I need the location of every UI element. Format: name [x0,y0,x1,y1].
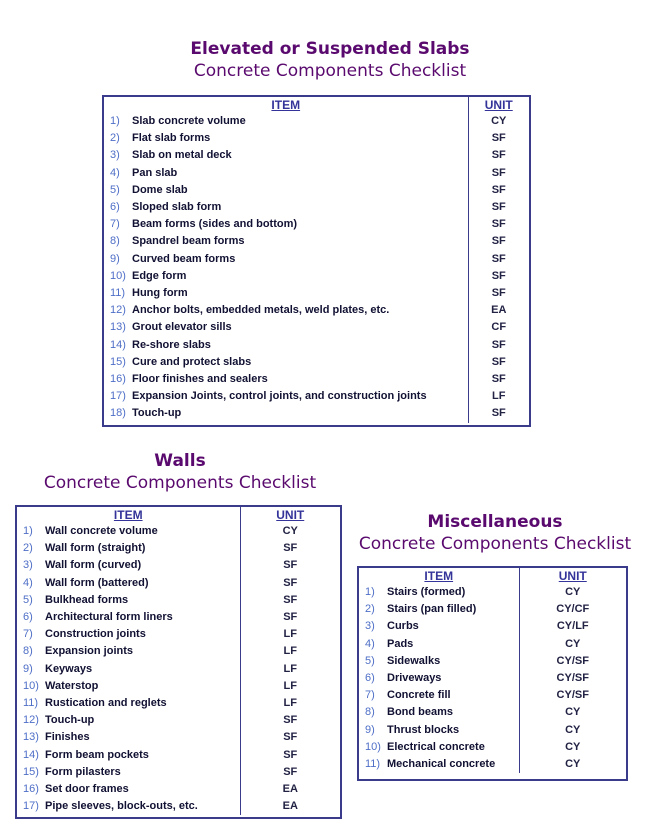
row-number: 5) [110,183,120,196]
row-item: Concrete fill [387,689,451,702]
row-item: Expansion Joints, control joints, and construction joints [132,390,427,403]
row-item: Bond beams [387,706,454,719]
table-row [17,729,340,746]
row-number: 16) [23,783,39,796]
misc-col-unit: UNIT [519,568,626,584]
table-row [359,756,626,773]
table-row [17,557,340,574]
walls-title: Walls [154,451,206,471]
row-number: 14) [23,748,39,761]
row-unit: SF [240,557,340,574]
table-row [359,584,626,601]
row-item: Rustication and reglets [45,697,167,710]
table-row [104,251,529,268]
row-item: Curved beam forms [132,252,236,265]
row-unit: CY/SF [519,653,626,670]
table-row [104,233,529,250]
row-item: Keyways [45,662,93,675]
table-row [104,285,529,302]
row-unit: LF [240,643,340,660]
row-item: Construction joints [45,628,146,641]
row-unit: LF [240,661,340,678]
row-unit: CY [468,113,529,130]
row-unit: SF [468,233,529,250]
row-unit: SF [240,592,340,609]
table-row [104,302,529,319]
row-number: 3) [110,149,120,162]
row-item: Stairs (formed) [387,586,466,598]
row-number: 8) [365,706,375,719]
row-item: Finishes [45,731,90,744]
table-row [17,661,340,678]
slabs-subtitle: Concrete Components Checklist [193,61,467,81]
row-number: 5) [365,654,375,667]
walls-table [17,507,340,815]
row-unit: CY/SF [519,670,626,687]
row-item: Touch-up [132,407,182,420]
row-number: 7) [365,689,375,702]
row-item: Hung form [132,287,188,300]
row-number: 12) [110,304,126,317]
slabs-col-unit: UNIT [468,97,529,113]
row-number: 10) [23,679,39,692]
table-row [104,130,529,147]
row-number: 7) [110,218,120,231]
row-item: Curbs [387,620,419,633]
row-number: 8) [110,235,120,248]
row-number: 17) [23,800,39,813]
row-unit: CY/SF [519,687,626,704]
row-item: Grout elevator sills [132,321,232,334]
row-item: Wall form (straight) [45,542,146,555]
table-row [17,764,340,781]
row-unit: CY [519,739,626,756]
row-item: Wall form (curved) [45,559,142,572]
table-row [359,601,626,618]
row-number: 15) [110,355,126,368]
row-number: 11) [365,758,381,771]
table-row [359,722,626,739]
row-unit: SF [468,199,529,216]
row-item: Pads [387,637,414,650]
row-number: 1) [23,525,33,537]
row-item: Architectural form liners [45,611,173,624]
row-item: Expansion joints [45,645,134,658]
table-row [17,747,340,764]
row-item: Mechanical concrete [387,758,496,771]
row-item: Spandrel beam forms [132,235,245,248]
row-number: 6) [23,611,33,624]
walls-col-unit: UNIT [240,507,340,523]
walls-table-box [15,505,342,819]
row-number: 9) [365,723,375,736]
row-unit: CY [519,704,626,721]
table-row [17,523,340,540]
row-unit: SF [468,165,529,182]
row-unit: SF [468,251,529,268]
row-unit: EA [240,781,340,798]
misc-rows [359,584,626,773]
table-row [104,147,529,164]
row-item: Sloped slab form [132,201,222,214]
slabs-rows [104,113,529,423]
row-unit: LF [240,678,340,695]
row-item: Floor finishes and sealers [132,373,268,386]
row-number: 16) [110,373,126,386]
walls-heading [20,450,340,494]
table-row [17,678,340,695]
row-unit: SF [468,268,529,285]
row-number: 7) [23,628,33,641]
row-unit: CF [468,319,529,336]
table-row [104,354,529,371]
row-number: 17) [110,390,126,403]
table-row [17,643,340,660]
row-number: 15) [23,765,39,778]
walls-col-item: ITEM [113,508,143,522]
walls-rows [17,523,340,815]
row-item: Pipe sleeves, block-outs, etc. [45,800,198,813]
row-item: Dome slab [132,183,188,196]
table-row [17,609,340,626]
table-row [104,371,529,388]
row-item: Slab concrete volume [132,115,246,127]
table-row [359,618,626,635]
row-number: 2) [110,132,120,145]
row-unit: SF [240,540,340,557]
misc-header-row [359,568,626,584]
row-number: 2) [365,603,375,616]
row-number: 9) [23,662,33,675]
table-row [104,113,529,130]
table-row [104,199,529,216]
table-row [17,695,340,712]
row-item: Form pilasters [45,765,121,778]
row-unit: SF [468,130,529,147]
row-unit: EA [240,798,340,815]
row-unit: EA [468,302,529,319]
row-unit: SF [468,182,529,199]
table-row [359,636,626,653]
row-number: 4) [365,637,375,650]
row-unit: SF [240,747,340,764]
row-item: Anchor bolts, embedded metals, weld plates, etc. [132,304,390,317]
row-number: 10) [110,269,126,282]
walls-subtitle: Concrete Components Checklist [43,473,317,493]
row-number: 18) [110,407,126,420]
row-unit: SF [468,285,529,302]
row-unit: SF [468,354,529,371]
slabs-title: Elevated or Suspended Slabs [190,39,470,59]
row-unit: CY/CF [519,601,626,618]
row-number: 3) [365,620,375,633]
row-number: 9) [110,252,120,265]
table-row [17,575,340,592]
row-number: 11) [110,287,126,300]
row-number: 12) [23,714,39,727]
row-unit: CY [519,584,626,601]
row-item: Beam forms (sides and bottom) [132,218,298,231]
table-row [17,798,340,815]
table-row [17,626,340,643]
row-number: 13) [23,731,39,744]
table-row [104,182,529,199]
row-item: Wall form (battered) [45,576,149,589]
row-unit: SF [468,216,529,233]
table-row [359,739,626,756]
table-row [104,319,529,336]
table-row [17,540,340,557]
table-row [359,704,626,721]
row-item: Form beam pockets [45,748,149,761]
row-number: 8) [23,645,33,658]
misc-heading [345,511,645,555]
row-item: Edge form [132,269,187,282]
row-item: Wall concrete volume [45,525,158,537]
row-unit: CY [519,636,626,653]
row-unit: SF [240,729,340,746]
row-unit: LF [468,388,529,405]
row-unit: CY [240,523,340,540]
row-item: Bulkhead forms [45,593,129,606]
table-row [359,670,626,687]
row-unit: SF [468,371,529,388]
row-item: Stairs (pan filled) [387,603,477,616]
row-item: Sidewalks [387,654,441,667]
row-unit: SF [468,147,529,164]
misc-table-box [357,566,628,781]
table-row [359,687,626,704]
row-unit: CY [519,756,626,773]
row-number: 5) [23,593,33,606]
table-row [104,405,529,422]
row-item: Pan slab [132,166,178,179]
misc-subtitle: Concrete Components Checklist [358,534,632,554]
row-number: 6) [110,201,120,214]
table-row [104,165,529,182]
walls-header-row [17,507,340,523]
misc-table [359,568,626,773]
row-item: Thrust blocks [387,723,460,736]
row-item: Cure and protect slabs [132,355,252,368]
row-number: 3) [23,559,33,572]
table-row [104,388,529,405]
row-item: Set door frames [45,783,129,796]
row-item: Electrical concrete [387,740,485,753]
row-unit: SF [468,405,529,422]
slabs-col-item: ITEM [271,98,301,112]
slabs-table-box [102,95,531,427]
row-number: 11) [23,697,39,710]
row-item: Touch-up [45,714,95,727]
row-number: 13) [110,321,126,334]
row-unit: SF [240,575,340,592]
row-number: 1) [365,586,375,598]
row-unit: LF [240,626,340,643]
row-unit: SF [240,764,340,781]
table-row [17,781,340,798]
row-unit: SF [468,337,529,354]
row-unit: SF [240,712,340,729]
table-row [104,216,529,233]
table-row [104,337,529,354]
table-row [17,592,340,609]
row-unit: SF [240,609,340,626]
row-unit: CY/LF [519,618,626,635]
misc-title: Miscellaneous [427,512,563,532]
row-number: 4) [110,166,120,179]
misc-col-item: ITEM [424,569,454,583]
table-row [17,712,340,729]
row-item: Driveways [387,672,442,685]
row-unit: CY [519,722,626,739]
row-item: Slab on metal deck [132,149,232,162]
slabs-heading [100,38,560,82]
slabs-header-row [104,97,529,113]
row-number: 4) [23,576,33,589]
table-row [359,653,626,670]
row-unit: LF [240,695,340,712]
slabs-table [104,97,529,423]
table-row [104,268,529,285]
row-item: Flat slab forms [132,132,211,145]
row-number: 6) [365,672,375,685]
row-number: 14) [110,338,126,351]
row-item: Re-shore slabs [132,338,211,351]
row-number: 10) [365,740,381,753]
row-number: 1) [110,115,120,127]
row-item: Waterstop [45,679,99,692]
row-number: 2) [23,542,33,555]
